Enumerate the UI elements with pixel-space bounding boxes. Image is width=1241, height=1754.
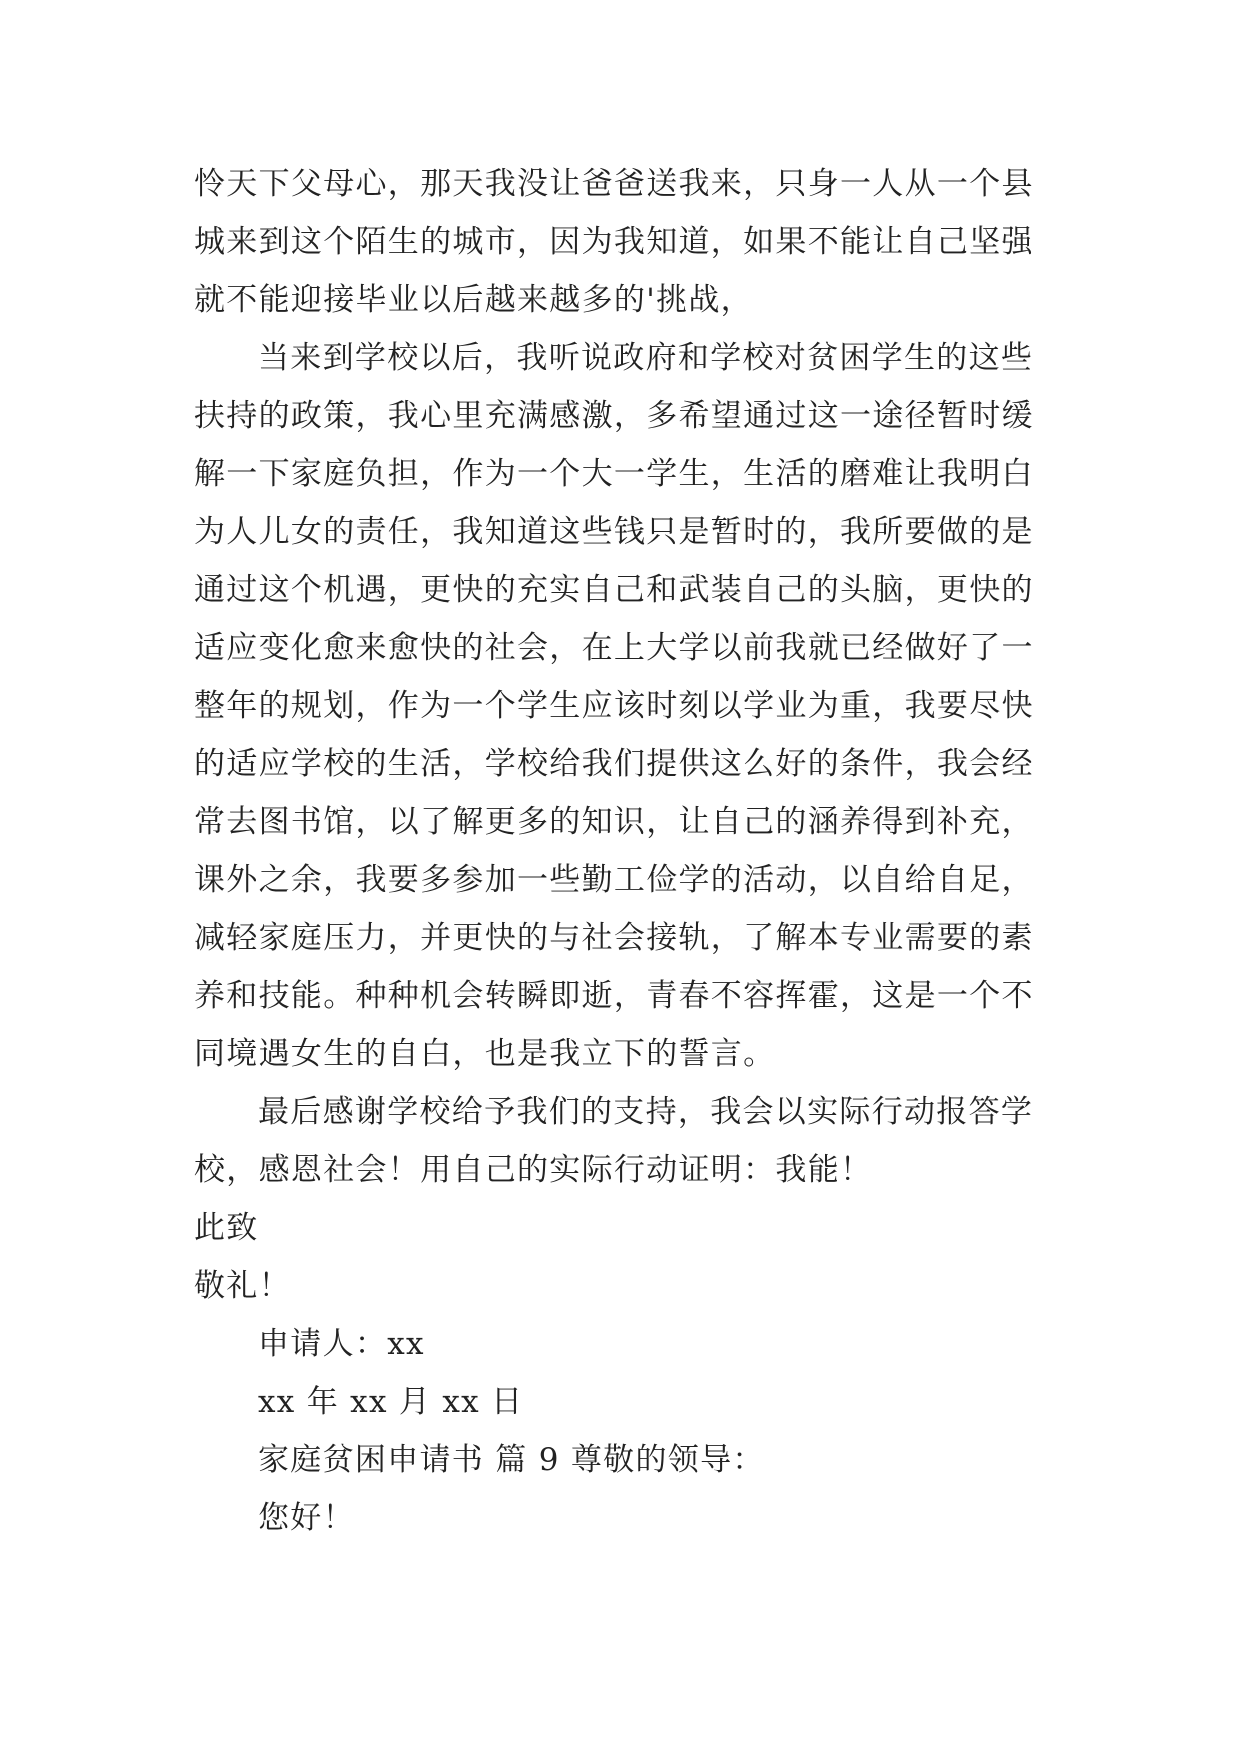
body-text-line: 养和技能。种种机会转瞬即逝，青春不容挥霍，这是一个不 [194,978,1034,1014]
paragraph-start-line: 最后感谢学校给予我们的支持，我会以实际行动报答学 [258,1094,1034,1130]
paragraph-start-line: 当来到学校以后，我听说政府和学校对贫困学生的这些 [258,340,1034,376]
body-text-line: 整年的规划，作为一个学生应该时刻以学业为重，我要尽快 [194,688,1034,724]
signature-date: xx 年 xx 月 xx 日 [258,1384,524,1420]
body-text-line: 减轻家庭压力，并更快的与社会接轨，了解本专业需要的素 [194,920,1034,956]
greeting-line: 您好！ [258,1500,355,1536]
closing-salutation: 此致 [194,1210,259,1246]
body-text-line: 校，感恩社会！用自己的实际行动证明：我能！ [194,1152,873,1188]
next-letter-heading: 家庭贫困申请书 篇 9 尊敬的领导： [258,1442,765,1478]
body-text-line: 怜天下父母心，那天我没让爸爸送我来，只身一人从一个县 [194,166,1034,202]
body-text-line: 同境遇女生的自白，也是我立下的誓言。 [194,1036,776,1072]
body-text-line: 城来到这个陌生的城市，因为我知道，如果不能让自己坚强 [194,224,1034,260]
closing-regards: 敬礼！ [194,1268,291,1304]
applicant-signature: 申请人：xx [258,1326,425,1362]
body-text-line: 扶持的政策，我心里充满感激，多希望通过这一途径暂时缓 [194,398,1034,434]
body-text-line: 课外之余，我要多参加一些勤工俭学的活动，以自给自足， [194,862,1034,898]
body-text-line: 就不能迎接毕业以后越来越多的'挑战， [194,282,753,318]
body-text-line: 的适应学校的生活，学校给我们提供这么好的条件，我会经 [194,746,1034,782]
body-text-line: 解一下家庭负担，作为一个大一学生，生活的磨难让我明白 [194,456,1034,492]
body-text-line: 适应变化愈来愈快的社会，在上大学以前我就已经做好了一 [194,630,1034,666]
body-text-line: 通过这个机遇，更快的充实自己和武装自己的头脑，更快的 [194,572,1034,608]
body-text-line: 为人儿女的责任，我知道这些钱只是暂时的，我所要做的是 [194,514,1034,550]
body-text-line: 常去图书馆，以了解更多的知识，让自己的涵养得到补充， [194,804,1034,840]
